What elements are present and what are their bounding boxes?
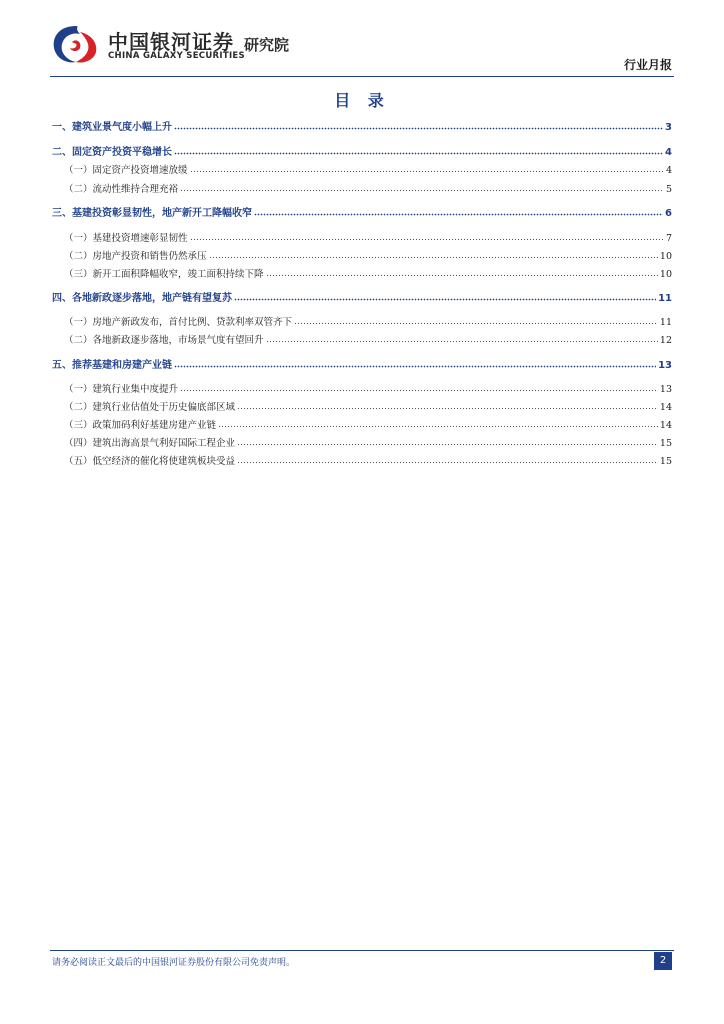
toc-entry[interactable] <box>52 231 672 246</box>
toc-leader-dots <box>180 382 658 392</box>
toc-leader-dots <box>174 358 656 368</box>
toc-entry[interactable] <box>52 436 672 451</box>
brand-name-en: CHINA GALAXY SECURITIES <box>108 51 245 61</box>
toc-entry-label: （二）建筑行业估值处于历史偏底部区域 <box>64 402 236 413</box>
toc-entry-page: 15 <box>659 456 672 467</box>
toc-entry[interactable] <box>52 182 672 197</box>
toc-entry[interactable] <box>52 382 672 397</box>
toc-entry[interactable] <box>52 400 672 415</box>
toc-entry-page: 6 <box>665 208 672 219</box>
toc-entry[interactable] <box>52 315 672 330</box>
header-divider <box>50 76 674 77</box>
toc-leader-dots <box>174 120 663 130</box>
toc-entry-page: 11 <box>658 293 672 304</box>
toc-entry[interactable] <box>52 291 672 306</box>
toc-entry-page: 10 <box>659 251 672 262</box>
toc-entry-page: 12 <box>659 335 672 346</box>
toc-entry-page: 7 <box>665 233 672 244</box>
brand-institute: 研究院 <box>244 36 290 54</box>
toc-entry-page: 4 <box>665 147 672 158</box>
toc-leader-dots <box>237 454 658 464</box>
toc-entry-label: （三）新开工面积降幅收窄，竣工面积持续下降 <box>64 269 264 280</box>
toc-leader-dots <box>190 231 664 241</box>
toc-entry-page: 13 <box>658 360 672 371</box>
toc-leader-dots <box>266 333 658 343</box>
brand-name-cn: 中国银河证券 <box>108 30 234 54</box>
toc-leader-dots <box>294 315 658 325</box>
toc-entry-page: 13 <box>659 384 672 395</box>
toc-entry[interactable] <box>52 267 672 282</box>
toc-leader-dots <box>174 145 663 155</box>
toc-leader-dots <box>218 418 658 428</box>
toc-leader-dots <box>237 400 658 410</box>
toc-entry[interactable] <box>52 163 672 178</box>
toc-entry-label: （一）固定资产投资增速放缓 <box>64 165 188 176</box>
footer-divider <box>50 950 674 951</box>
toc-leader-dots <box>266 267 658 277</box>
toc-entry[interactable] <box>52 120 672 135</box>
toc-entry[interactable] <box>52 358 672 373</box>
toc-leader-dots <box>234 291 656 301</box>
toc-entry[interactable] <box>52 418 672 433</box>
toc-entry-label: （四）建筑出海高景气利好国际工程企业 <box>64 438 236 449</box>
toc-entry-page: 3 <box>665 122 672 133</box>
toc-entry-label: 四、各地新政逐步落地，地产链有望复苏 <box>52 293 232 304</box>
page-header <box>0 0 724 80</box>
toc-title: 目 录 <box>334 91 390 110</box>
toc-leader-dots <box>209 249 658 259</box>
toc-entry-label: （二）房地产投资和销售仍然承压 <box>64 251 207 262</box>
page-number: 2 <box>654 952 672 970</box>
toc-entry-label: （二）流动性维持合理充裕 <box>64 184 179 195</box>
disclaimer-text: 请务必阅读正文最后的中国银河证券股份有限公司免责声明。 <box>52 958 296 968</box>
toc-leader-dots <box>180 182 664 192</box>
toc-entry-page: 10 <box>659 269 672 280</box>
toc-entry-label: （一）建筑行业集中度提升 <box>64 384 179 395</box>
toc-entry[interactable] <box>52 333 672 348</box>
toc-entry-page: 11 <box>659 317 672 328</box>
toc-entry-label: （三）政策加码利好基建房建产业链 <box>64 420 217 431</box>
toc-entry-page: 15 <box>659 438 672 449</box>
toc-entry-page: 14 <box>659 402 672 413</box>
galaxy-logo-icon <box>50 22 102 66</box>
toc-entry-label: （五）低空经济的催化将使建筑板块受益 <box>64 456 236 467</box>
toc-entry-label: （二）各地新政逐步落地，市场景气度有望回升 <box>64 335 264 346</box>
toc-entry[interactable] <box>52 145 672 160</box>
toc-entry-label: （一）基建投资增速彰显韧性 <box>64 233 188 244</box>
toc-leader-dots <box>254 206 663 216</box>
toc-entry-page: 4 <box>665 165 672 176</box>
toc-entry-label: 二、固定资产投资平稳增长 <box>52 147 172 158</box>
toc-entry-label: 五、推荐基建和房建产业链 <box>52 360 172 371</box>
toc-entry-label: 一、建筑业景气度小幅上升 <box>52 122 172 133</box>
toc-entry-label: （一）房地产新政发布，首付比例、贷款利率双管齐下 <box>64 317 293 328</box>
toc-entry-page: 14 <box>659 420 672 431</box>
toc-entry-page: 5 <box>665 184 672 195</box>
toc-entry[interactable] <box>52 249 672 264</box>
toc-entry[interactable] <box>52 454 672 469</box>
toc-leader-dots <box>190 163 664 173</box>
toc-leader-dots <box>237 436 658 446</box>
report-type: 行业月报 <box>623 58 672 72</box>
toc-entry-label: 三、基建投资彰显韧性，地产新开工降幅收窄 <box>52 208 252 219</box>
toc-entry[interactable] <box>52 206 672 221</box>
